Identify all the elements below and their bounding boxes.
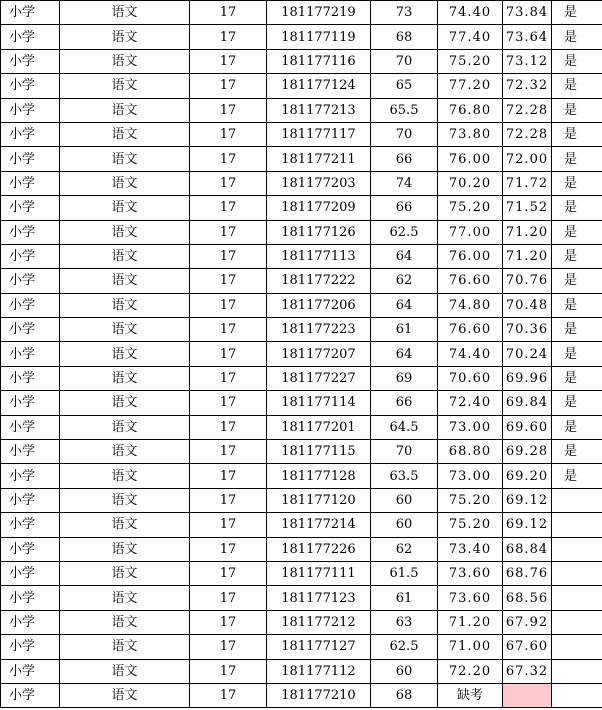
cell-qualified-flag: 是 <box>552 244 602 268</box>
cell-interview-score: 75.20 <box>438 513 503 537</box>
cell-interview-score: 76.80 <box>438 98 503 122</box>
cell-candidate-id: 181177201 <box>267 415 371 439</box>
cell-total-score: 69.60 <box>503 415 552 439</box>
cell-position-code: 17 <box>190 293 267 317</box>
cell-written-score: 62.5 <box>371 220 438 244</box>
cell-written-score: 62.5 <box>371 635 438 659</box>
cell-written-score: 66 <box>371 391 438 415</box>
cell-interview-score: 75.20 <box>438 488 503 512</box>
cell-interview-score: 73.00 <box>438 415 503 439</box>
cell-position-code: 17 <box>190 561 267 585</box>
cell-subject: 语文 <box>60 635 190 659</box>
table-row <box>1 464 602 488</box>
cell-total-score: 69.12 <box>503 513 552 537</box>
cell-candidate-id: 181177119 <box>267 25 371 49</box>
cell-candidate-id: 181177128 <box>267 464 371 488</box>
cell-written-score: 64 <box>371 293 438 317</box>
cell-interview-score: 70.60 <box>438 366 503 390</box>
cell-qualified-flag <box>552 488 602 512</box>
cell-interview-score: 74.40 <box>438 1 503 25</box>
cell-subject: 语文 <box>60 610 190 634</box>
cell-candidate-id: 181177214 <box>267 513 371 537</box>
cell-subject: 语文 <box>60 220 190 244</box>
cell-subject: 语文 <box>60 74 190 98</box>
cell-interview-score: 缺考 <box>438 683 503 707</box>
cell-qualified-flag: 是 <box>552 74 602 98</box>
cell-subject: 语文 <box>60 391 190 415</box>
cell-interview-score: 76.60 <box>438 318 503 342</box>
table-row <box>1 488 602 512</box>
cell-subject: 语文 <box>60 318 190 342</box>
cell-qualified-flag: 是 <box>552 1 602 25</box>
cell-interview-score: 70.20 <box>438 171 503 195</box>
table-row <box>1 659 602 683</box>
cell-school-level: 小学 <box>1 122 60 146</box>
cell-school-level: 小学 <box>1 196 60 220</box>
cell-subject: 语文 <box>60 98 190 122</box>
cell-position-code: 17 <box>190 683 267 707</box>
cell-written-score: 63 <box>371 610 438 634</box>
cell-qualified-flag <box>552 537 602 561</box>
cell-subject: 语文 <box>60 49 190 73</box>
cell-interview-score: 77.40 <box>438 25 503 49</box>
cell-candidate-id: 181177219 <box>267 1 371 25</box>
cell-subject: 语文 <box>60 293 190 317</box>
cell-written-score: 64 <box>371 244 438 268</box>
cell-school-level: 小学 <box>1 342 60 366</box>
cell-written-score: 66 <box>371 147 438 171</box>
cell-position-code: 17 <box>190 342 267 366</box>
cell-total-score: 73.64 <box>503 25 552 49</box>
cell-position-code: 17 <box>190 98 267 122</box>
cell-qualified-flag <box>552 586 602 610</box>
cell-candidate-id: 181177211 <box>267 147 371 171</box>
cell-qualified-flag: 是 <box>552 147 602 171</box>
cell-total-score: 72.32 <box>503 74 552 98</box>
cell-written-score: 60 <box>371 513 438 537</box>
cell-written-score: 66 <box>371 196 438 220</box>
cell-subject: 语文 <box>60 586 190 610</box>
cell-written-score: 62 <box>371 269 438 293</box>
cell-subject: 语文 <box>60 659 190 683</box>
cell-interview-score: 77.00 <box>438 220 503 244</box>
cell-school-level: 小学 <box>1 586 60 610</box>
cell-candidate-id: 181177227 <box>267 366 371 390</box>
cell-qualified-flag <box>552 635 602 659</box>
cell-interview-score: 74.80 <box>438 293 503 317</box>
cell-total-score: 70.76 <box>503 269 552 293</box>
cell-school-level: 小学 <box>1 561 60 585</box>
table-row <box>1 74 602 98</box>
cell-candidate-id: 181177222 <box>267 269 371 293</box>
cell-school-level: 小学 <box>1 366 60 390</box>
table-row <box>1 391 602 415</box>
cell-qualified-flag: 是 <box>552 342 602 366</box>
table-row <box>1 415 602 439</box>
cell-written-score: 70 <box>371 49 438 73</box>
cell-written-score: 73 <box>371 1 438 25</box>
cell-position-code: 17 <box>190 610 267 634</box>
cell-interview-score: 73.80 <box>438 122 503 146</box>
cell-qualified-flag <box>552 610 602 634</box>
table-row <box>1 269 602 293</box>
cell-candidate-id: 181177127 <box>267 635 371 659</box>
table-row <box>1 561 602 585</box>
cell-qualified-flag: 是 <box>552 98 602 122</box>
cell-qualified-flag: 是 <box>552 122 602 146</box>
cell-candidate-id: 181177113 <box>267 244 371 268</box>
cell-total-score: 70.24 <box>503 342 552 366</box>
cell-position-code: 17 <box>190 25 267 49</box>
cell-position-code: 17 <box>190 659 267 683</box>
cell-written-score: 64.5 <box>371 415 438 439</box>
cell-school-level: 小学 <box>1 220 60 244</box>
cell-position-code: 17 <box>190 391 267 415</box>
cell-subject: 语文 <box>60 561 190 585</box>
cell-written-score: 62 <box>371 537 438 561</box>
cell-subject: 语文 <box>60 25 190 49</box>
cell-interview-score: 77.20 <box>438 74 503 98</box>
cell-subject: 语文 <box>60 244 190 268</box>
cell-total-score: 69.96 <box>503 366 552 390</box>
cell-subject: 语文 <box>60 488 190 512</box>
cell-total-score: 67.60 <box>503 635 552 659</box>
cell-school-level: 小学 <box>1 464 60 488</box>
cell-candidate-id: 181177111 <box>267 561 371 585</box>
cell-position-code: 17 <box>190 244 267 268</box>
table-row <box>1 171 602 195</box>
cell-position-code: 17 <box>190 464 267 488</box>
cell-subject: 语文 <box>60 147 190 171</box>
cell-school-level: 小学 <box>1 293 60 317</box>
cell-written-score: 70 <box>371 122 438 146</box>
cell-written-score: 68 <box>371 25 438 49</box>
cell-candidate-id: 181177116 <box>267 49 371 73</box>
table-row <box>1 49 602 73</box>
cell-written-score: 61 <box>371 586 438 610</box>
cell-total-score: 72.00 <box>503 147 552 171</box>
cell-school-level: 小学 <box>1 25 60 49</box>
cell-total-score: 69.12 <box>503 488 552 512</box>
cell-subject: 语文 <box>60 171 190 195</box>
table-row <box>1 586 602 610</box>
cell-qualified-flag <box>552 683 602 707</box>
cell-interview-score: 75.20 <box>438 49 503 73</box>
table-row <box>1 610 602 634</box>
cell-school-level: 小学 <box>1 537 60 561</box>
table-row <box>1 318 602 342</box>
cell-total-score: 73.12 <box>503 49 552 73</box>
cell-interview-score: 76.00 <box>438 147 503 171</box>
cell-school-level: 小学 <box>1 610 60 634</box>
cell-qualified-flag <box>552 561 602 585</box>
cell-candidate-id: 181177117 <box>267 122 371 146</box>
cell-subject: 语文 <box>60 415 190 439</box>
cell-school-level: 小学 <box>1 49 60 73</box>
cell-qualified-flag: 是 <box>552 196 602 220</box>
cell-qualified-flag: 是 <box>552 440 602 464</box>
cell-written-score: 64 <box>371 342 438 366</box>
cell-interview-score: 76.60 <box>438 269 503 293</box>
cell-position-code: 17 <box>190 537 267 561</box>
cell-school-level: 小学 <box>1 318 60 342</box>
cell-position-code: 17 <box>190 513 267 537</box>
cell-position-code: 17 <box>190 74 267 98</box>
table-row <box>1 196 602 220</box>
cell-school-level: 小学 <box>1 513 60 537</box>
cell-total-score: 69.20 <box>503 464 552 488</box>
cell-candidate-id: 181177207 <box>267 342 371 366</box>
cell-written-score: 65 <box>371 74 438 98</box>
cell-school-level: 小学 <box>1 269 60 293</box>
cell-qualified-flag: 是 <box>552 220 602 244</box>
cell-school-level: 小学 <box>1 1 60 25</box>
cell-written-score: 70 <box>371 440 438 464</box>
cell-total-score: 73.84 <box>503 1 552 25</box>
cell-subject: 语文 <box>60 513 190 537</box>
table-row <box>1 98 602 122</box>
score-table-body <box>1 1 602 708</box>
cell-candidate-id: 181177115 <box>267 440 371 464</box>
cell-school-level: 小学 <box>1 244 60 268</box>
cell-candidate-id: 181177123 <box>267 586 371 610</box>
cell-candidate-id: 181177212 <box>267 610 371 634</box>
cell-candidate-id: 181177210 <box>267 683 371 707</box>
cell-position-code: 17 <box>190 1 267 25</box>
cell-candidate-id: 181177203 <box>267 171 371 195</box>
cell-qualified-flag: 是 <box>552 49 602 73</box>
cell-school-level: 小学 <box>1 171 60 195</box>
table-row <box>1 147 602 171</box>
cell-interview-score: 73.60 <box>438 586 503 610</box>
cell-qualified-flag <box>552 659 602 683</box>
table-row <box>1 244 602 268</box>
cell-total-score: 72.28 <box>503 98 552 122</box>
cell-interview-score: 76.00 <box>438 244 503 268</box>
cell-interview-score: 71.00 <box>438 635 503 659</box>
cell-subject: 语文 <box>60 196 190 220</box>
cell-interview-score: 68.80 <box>438 440 503 464</box>
table-row <box>1 366 602 390</box>
cell-candidate-id: 181177120 <box>267 488 371 512</box>
cell-qualified-flag <box>552 513 602 537</box>
cell-school-level: 小学 <box>1 683 60 707</box>
cell-candidate-id: 181177213 <box>267 98 371 122</box>
cell-written-score: 60 <box>371 488 438 512</box>
cell-written-score: 69 <box>371 366 438 390</box>
cell-candidate-id: 181177124 <box>267 74 371 98</box>
cell-written-score: 60 <box>371 659 438 683</box>
table-row <box>1 440 602 464</box>
cell-position-code: 17 <box>190 49 267 73</box>
cell-school-level: 小学 <box>1 488 60 512</box>
cell-written-score: 68 <box>371 683 438 707</box>
table-row <box>1 220 602 244</box>
table-row <box>1 293 602 317</box>
cell-interview-score: 71.20 <box>438 610 503 634</box>
cell-subject: 语文 <box>60 537 190 561</box>
cell-interview-score: 75.20 <box>438 196 503 220</box>
cell-candidate-id: 181177114 <box>267 391 371 415</box>
cell-candidate-id: 181177226 <box>267 537 371 561</box>
table-row <box>1 635 602 659</box>
table-row <box>1 513 602 537</box>
cell-position-code: 17 <box>190 366 267 390</box>
cell-total-score: 68.56 <box>503 586 552 610</box>
table-row <box>1 683 602 707</box>
cell-interview-score: 72.20 <box>438 659 503 683</box>
table-row <box>1 342 602 366</box>
cell-written-score: 63.5 <box>371 464 438 488</box>
cell-interview-score: 74.40 <box>438 342 503 366</box>
cell-position-code: 17 <box>190 415 267 439</box>
cell-position-code: 17 <box>190 488 267 512</box>
cell-position-code: 17 <box>190 635 267 659</box>
cell-qualified-flag: 是 <box>552 464 602 488</box>
cell-position-code: 17 <box>190 196 267 220</box>
cell-qualified-flag: 是 <box>552 25 602 49</box>
cell-qualified-flag: 是 <box>552 269 602 293</box>
cell-total-score: 71.52 <box>503 196 552 220</box>
cell-total-score: 68.76 <box>503 561 552 585</box>
cell-subject: 语文 <box>60 1 190 25</box>
cell-school-level: 小学 <box>1 659 60 683</box>
cell-subject: 语文 <box>60 440 190 464</box>
cell-interview-score: 73.00 <box>438 464 503 488</box>
cell-total-score: 67.92 <box>503 610 552 634</box>
cell-position-code: 17 <box>190 147 267 171</box>
cell-total-score: 71.72 <box>503 171 552 195</box>
cell-school-level: 小学 <box>1 635 60 659</box>
cell-school-level: 小学 <box>1 440 60 464</box>
cell-candidate-id: 181177112 <box>267 659 371 683</box>
cell-subject: 语文 <box>60 269 190 293</box>
cell-written-score: 65.5 <box>371 98 438 122</box>
cell-position-code: 17 <box>190 586 267 610</box>
cell-subject: 语文 <box>60 342 190 366</box>
cell-subject: 语文 <box>60 683 190 707</box>
cell-position-code: 17 <box>190 318 267 342</box>
cell-position-code: 17 <box>190 171 267 195</box>
cell-written-score: 61.5 <box>371 561 438 585</box>
cell-school-level: 小学 <box>1 391 60 415</box>
table-row <box>1 1 602 25</box>
cell-subject: 语文 <box>60 366 190 390</box>
cell-position-code: 17 <box>190 220 267 244</box>
cell-qualified-flag: 是 <box>552 391 602 415</box>
cell-total-score: 71.20 <box>503 220 552 244</box>
cell-total-score: 69.84 <box>503 391 552 415</box>
cell-school-level: 小学 <box>1 98 60 122</box>
cell-total-score: 70.36 <box>503 318 552 342</box>
cell-school-level: 小学 <box>1 74 60 98</box>
cell-written-score: 74 <box>371 171 438 195</box>
cell-qualified-flag: 是 <box>552 293 602 317</box>
cell-subject: 语文 <box>60 122 190 146</box>
cell-total-score: 72.28 <box>503 122 552 146</box>
cell-interview-score: 72.40 <box>438 391 503 415</box>
cell-candidate-id: 181177223 <box>267 318 371 342</box>
cell-total-score: 68.84 <box>503 537 552 561</box>
cell-interview-score: 73.40 <box>438 537 503 561</box>
cell-qualified-flag: 是 <box>552 318 602 342</box>
cell-qualified-flag: 是 <box>552 415 602 439</box>
cell-position-code: 17 <box>190 122 267 146</box>
cell-written-score: 61 <box>371 318 438 342</box>
cell-qualified-flag: 是 <box>552 366 602 390</box>
cell-candidate-id: 181177206 <box>267 293 371 317</box>
table-row <box>1 25 602 49</box>
cell-position-code: 17 <box>190 269 267 293</box>
cell-school-level: 小学 <box>1 415 60 439</box>
cell-total-score <box>503 683 552 707</box>
table-row <box>1 537 602 561</box>
cell-position-code: 17 <box>190 440 267 464</box>
cell-total-score: 67.32 <box>503 659 552 683</box>
cell-qualified-flag: 是 <box>552 171 602 195</box>
cell-total-score: 70.48 <box>503 293 552 317</box>
cell-total-score: 71.20 <box>503 244 552 268</box>
cell-subject: 语文 <box>60 464 190 488</box>
cell-interview-score: 73.60 <box>438 561 503 585</box>
cell-total-score: 69.28 <box>503 440 552 464</box>
cell-candidate-id: 181177209 <box>267 196 371 220</box>
cell-school-level: 小学 <box>1 147 60 171</box>
table-row <box>1 122 602 146</box>
cell-candidate-id: 181177126 <box>267 220 371 244</box>
